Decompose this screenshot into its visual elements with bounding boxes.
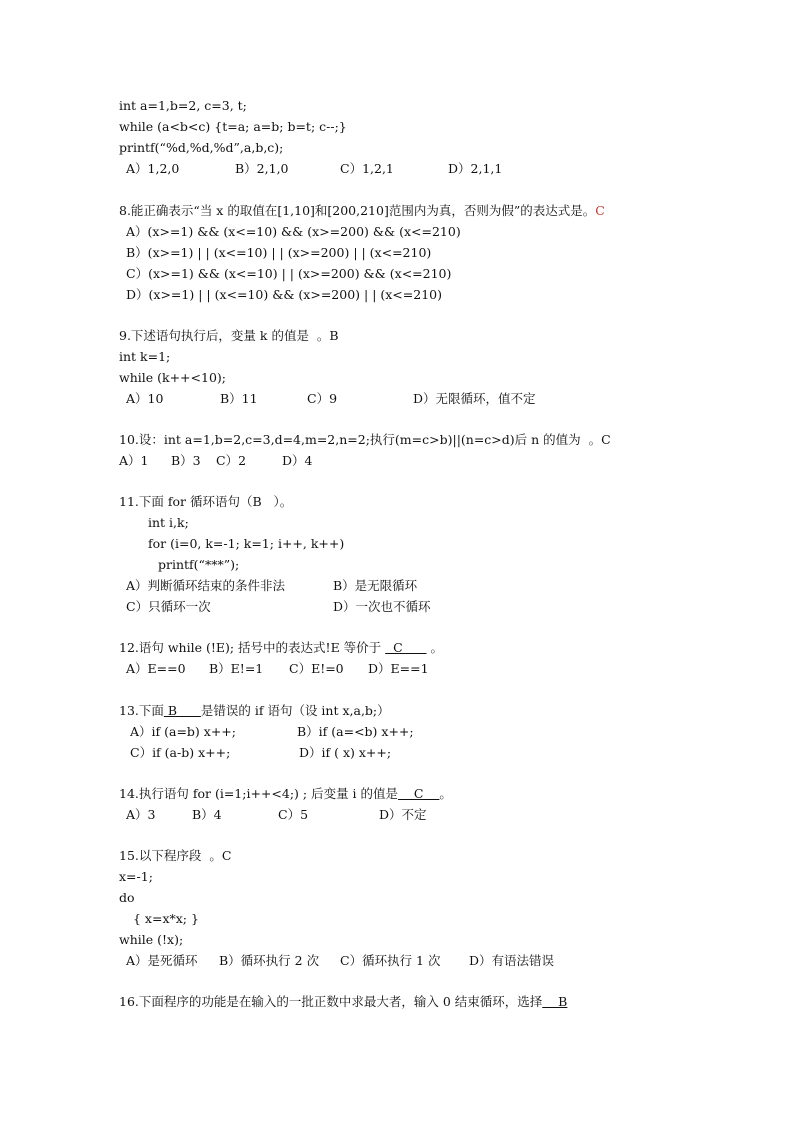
q9-option-a: A）10 — [126, 391, 164, 406]
q12-stem-post: 。 — [426, 640, 443, 655]
q12-option-c: C）E!=0 — [289, 661, 344, 676]
q8-stem-text: 8.能正确表示“当 x 的取值在[1,10]和[200,210]范围内为真，否则为假”的表达式是。 — [119, 203, 596, 218]
q10-option-d: D）4 — [282, 453, 313, 468]
q15-code-line: x=-1; — [119, 869, 153, 884]
q13-option-c: C）if (a-b) x++; — [130, 745, 231, 760]
q10-stem: 10.设：int a=1,b=2,c=3,d=4,m=2,n=2;执行(m=c>b)||(n=c>d)后 n 的值为 。C — [119, 432, 611, 447]
q15-code-line: { x=x*x; } — [133, 911, 199, 926]
q7-option-a: A）1,2,0 — [126, 161, 180, 176]
q9-option-b: B）11 — [220, 391, 258, 406]
q9-code-line: while (k++<10); — [119, 370, 226, 385]
q8-option-d: D）(x>=1) | | (x<=10) && (x>=200) | | (x<=210) — [126, 287, 442, 302]
q11-code-line: int i,k; — [148, 515, 189, 530]
q7-option-c: C）1,2,1 — [340, 161, 394, 176]
q7-code-line: int a=1,b=2, c=3, t; — [119, 98, 247, 113]
q12-stem — [119, 640, 443, 656]
q11-code-line: printf(“***”); — [158, 557, 240, 572]
q13-option-a: A）if (a=b) x++; — [130, 724, 236, 739]
q7-code-line: printf(“%d,%d,%d”,a,b,c); — [119, 140, 284, 155]
q9-option-c: C）9 — [307, 391, 338, 406]
q16-answer-blank: B — [542, 994, 568, 1009]
q11-code-line: for (i=0, k=-1; k=1; i++, k++) — [148, 536, 345, 551]
q11-option-b: B）是无限循环 — [333, 578, 418, 593]
q11-option-c: C）只循环一次 — [126, 599, 211, 614]
q14-stem — [119, 786, 452, 802]
q15-code-line: do — [119, 890, 135, 905]
q15-option-c: C）循环执行 1 次 — [340, 953, 441, 968]
q15-code-line: while (!x); — [119, 932, 184, 947]
q14-option-a: A）3 — [126, 807, 156, 822]
q10-option-a: A）1 — [119, 453, 149, 468]
q13-option-b: B）if (a=<b) x++; — [297, 724, 414, 739]
q11-option-a: A）判断循环结束的条件非法 — [126, 578, 286, 593]
q15-option-b: B）循环执行 2 次 — [219, 953, 320, 968]
q14-stem-pre: 14.执行语句 for (i=1;i++<4;) ; 后变量 i 的值是 — [119, 786, 399, 801]
q14-option-c: C）5 — [278, 807, 309, 822]
q7-option-d: D）2,1,1 — [448, 161, 503, 176]
q13-answer-blank: B — [163, 703, 201, 718]
q15-option-d: D）有语法错误 — [469, 953, 555, 968]
q12-stem-pre: 12.语句 while (!E); 括号中的表达式!E 等价于 — [119, 640, 386, 655]
q8-option-a: A）(x>=1) && (x<=10) && (x>=200) && (x<=210) — [126, 224, 461, 239]
q11-stem: 11.下面 for 循环语句（B ）。 — [119, 494, 293, 509]
q13-stem — [119, 703, 390, 719]
q14-stem-post: 。 — [439, 786, 452, 801]
q16-stem-pre: 16.下面程序的功能是在输入的一批正数中求最大者，输入 0 结束循环，选择 — [119, 994, 543, 1009]
q9-stem: 9.下述语句执行后，变量 k 的值是 。B — [119, 328, 339, 343]
q7-code-line: while (a<b<c) {t=a; a=b; b=t; c--;} — [119, 119, 347, 134]
q14-option-b: B）4 — [192, 807, 222, 822]
q13-option-d: D）if ( x) x++; — [299, 745, 392, 760]
q13-stem-pre: 13.下面 — [119, 703, 164, 718]
q10-option-b: B）3 — [171, 453, 201, 468]
q14-answer-blank: C — [398, 786, 440, 801]
q12-option-a: A）E==0 — [126, 661, 186, 676]
q15-option-a: A）是死循环 — [126, 953, 198, 968]
q12-option-b: B）E!=1 — [209, 661, 264, 676]
q15-stem: 15.以下程序段 。C — [119, 848, 232, 863]
q14-option-d: D）不定 — [379, 807, 427, 822]
q8-stem — [119, 203, 605, 219]
q7-option-b: B）2,1,0 — [235, 161, 289, 176]
q16-stem — [119, 994, 567, 1010]
q12-answer-blank: C — [385, 640, 427, 655]
q9-code-line: int k=1; — [119, 349, 171, 364]
q8-option-b: B）(x>=1) | | (x<=10) | | (x>=200) | | (x<=210) — [126, 245, 432, 260]
q10-option-c: C）2 — [216, 453, 247, 468]
q8-option-c: C）(x>=1) && (x<=10) | | (x>=200) && (x<=210) — [126, 266, 452, 281]
q11-option-d: D）一次也不循环 — [333, 599, 431, 614]
q8-answer: C — [595, 203, 605, 218]
q13-stem-post: 是错误的 if 语句（设 int x,a,b;） — [200, 703, 390, 718]
q12-option-d: D）E==1 — [368, 661, 429, 676]
q9-option-d: D）无限循环，值不定 — [413, 391, 536, 406]
